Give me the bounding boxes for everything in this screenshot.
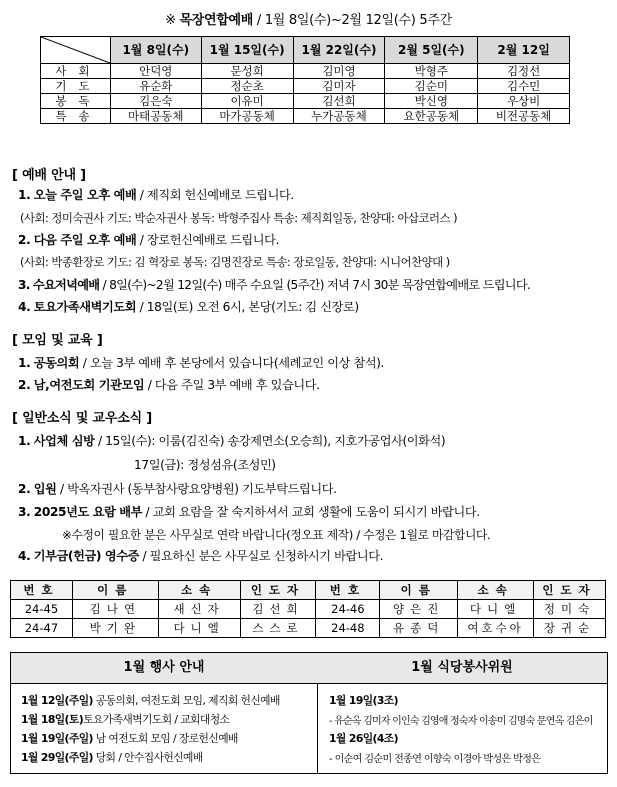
- news-item: 4. 기부금(헌금) 영수증 / 필요하신 분은 사무실로 신청하시기 바랍니다.: [18, 549, 384, 563]
- table-cell: 김은숙: [110, 94, 201, 109]
- table-cell: 24-46: [316, 600, 380, 619]
- table-cell: 박신영: [385, 94, 478, 109]
- table-cell: 비전공동체: [478, 109, 570, 124]
- event-item: 1월 18일(토)토요가족새벽기도회 / 교회대청소: [21, 713, 230, 726]
- volunteers-panel: [317, 653, 607, 773]
- table-cell: 이유미: [201, 94, 293, 109]
- page-title: [0, 9, 617, 28]
- table-row: [41, 94, 570, 109]
- table-cell: 문성희: [201, 64, 293, 79]
- table-cell: 김수민: [478, 79, 570, 94]
- column-header: 인도자: [534, 581, 606, 600]
- role-label: 봉독: [41, 94, 111, 109]
- table-cell: 정순초: [201, 79, 293, 94]
- table-cell: 김순미: [385, 79, 478, 94]
- volunteer-names: - 이순여 김순미 전종연 이향숙 이경아 박성은 박정은: [329, 754, 541, 765]
- table-cell: 장귀순: [534, 619, 606, 638]
- table-cell: 유순화: [110, 79, 201, 94]
- volunteers-title: 1월 식당봉사위원: [317, 653, 607, 684]
- table-cell: 마태공동체: [110, 109, 201, 124]
- table-cell: 김미영: [293, 64, 385, 79]
- column-header: 이름: [72, 581, 158, 600]
- role-label: 기도: [41, 79, 111, 94]
- table-cell: 24-45: [11, 600, 73, 619]
- meeting-item: 1. 공동의회 / 오늘 3부 예배 후 본당에서 있습니다(세례교인 이상 참석).: [18, 356, 385, 370]
- table-cell: 다니엘: [458, 600, 534, 619]
- event-item: 1월 29일(주일) 당회 / 안수집사헌신예배: [21, 751, 203, 764]
- column-header: 번호: [316, 581, 380, 600]
- table-cell: 스스로: [240, 619, 316, 638]
- event-item: 1월 19일(주일) 남 여전도회 모임 / 장로헌신예배: [21, 732, 238, 745]
- role-label: 사회: [41, 64, 111, 79]
- worship-note: (사회: 정미숙권사 기도: 박순자권사 봉독: 박형주집사 특송: 제직회일동, 찬양대: 아삽코러스 ): [20, 211, 458, 225]
- news-note: ※수정이 필요한 분은 사무실로 연락 바랍니다(정오표 제작) / 수정은 1월로 마감합니다.: [62, 528, 491, 542]
- table-row: [11, 600, 606, 619]
- table-corner: [41, 37, 111, 64]
- meeting-item: 2. 남,여전도회 기관모임 / 다음 주일 3부 예배 후 있습니다.: [18, 378, 320, 392]
- news-heading: [ 일반소식 및 교우소식 ]: [12, 411, 153, 426]
- role-label: 특송: [41, 109, 111, 124]
- table-cell: 누가공동체: [293, 109, 385, 124]
- date-header: 2월 5일(수): [385, 37, 478, 64]
- event-item: 1월 12일(주일) 공동의회, 여전도회 모임, 제직회 헌신예배: [21, 694, 280, 707]
- volunteer-date: 1월 26일(4조): [329, 732, 398, 745]
- column-header: 번호: [11, 581, 73, 600]
- worship-heading: [ 예배 안내 ]: [12, 168, 86, 183]
- table-cell: 김정선: [478, 64, 570, 79]
- table-row: [41, 109, 570, 124]
- table-cell: 양은진: [380, 600, 458, 619]
- title-rest: / 1월 8일(수)~2월 12일(수) 5주간: [256, 13, 452, 28]
- table-row: [41, 64, 570, 79]
- news-item: 3. 2025년도 요람 배부 / 교회 요람을 잘 숙지하셔서 교회 생활에 도움이 되시기 바랍니다.: [18, 505, 480, 519]
- table-cell: 김미자: [293, 79, 385, 94]
- volunteer-date: 1월 19일(3조): [329, 694, 398, 707]
- new-members-table: [10, 580, 606, 638]
- column-header: 소속: [158, 581, 240, 600]
- date-header: 1월 8일(수): [110, 37, 201, 64]
- news-item: 1. 사업체 심방 / 15일(수): 이룸(김진숙) 송강제면소(오승희), 지호가공업사(이화석): [18, 434, 446, 448]
- worship-item: 1. 오늘 주일 오후 예배 / 제직회 헌신예배로 드립니다.: [18, 188, 294, 202]
- news-item: 2. 입원 / 박옥자권사 (동부참사랑요양병원) 기도부탁드립니다.: [18, 482, 337, 496]
- table-cell: 김선희: [240, 600, 316, 619]
- events-panel: [11, 653, 318, 773]
- events-title: 1월 행사 안내: [11, 653, 317, 684]
- table-cell: 김선희: [293, 94, 385, 109]
- column-header: 소속: [458, 581, 534, 600]
- column-header: 이름: [380, 581, 458, 600]
- note-mark: ※: [165, 13, 176, 28]
- table-cell: 김나연: [72, 600, 158, 619]
- table-cell: 다니엘: [158, 619, 240, 638]
- table-cell: 안덕영: [110, 64, 201, 79]
- table-cell: 24-47: [11, 619, 73, 638]
- table-cell: 정미숙: [534, 600, 606, 619]
- worship-item: 4. 토요가족새벽기도회 / 18일(토) 오전 6시, 본당(기도: 김 신장로): [18, 300, 359, 314]
- table-cell: 우상비: [478, 94, 570, 109]
- table-cell: 24-48: [316, 619, 380, 638]
- events-box: [10, 652, 608, 774]
- worship-note: (사회: 박종환장로 기도: 김 혁장로 봉독: 김명진장로 특송: 장로일동, 찬양대: 시니어찬양대 ): [20, 255, 450, 269]
- worship-item: 3. 수요저녁예배 / 8일(수)~2월 12일(수) 매주 수요일 (5주간) 저녁 7시 30분 목장연합예배로 드립니다.: [18, 278, 531, 292]
- volunteer-names: - 유순옥 김미자 이인숙 김영애 정숙자 이송미 김명숙 문연옥 김은이: [329, 716, 593, 727]
- worship-item: 2. 다음 주일 오후 예배 / 장로헌신예배로 드립니다.: [18, 233, 280, 247]
- table-cell: 유종덕: [380, 619, 458, 638]
- table-row: [11, 619, 606, 638]
- table-cell: 마가공동체: [201, 109, 293, 124]
- table-cell: 박형주: [385, 64, 478, 79]
- worship-schedule-table: [40, 36, 570, 124]
- table-cell: 요한공동체: [385, 109, 478, 124]
- meeting-heading: [ 모임 및 교육 ]: [12, 333, 103, 348]
- date-header: 1월 22일(수): [293, 37, 385, 64]
- news-visit-line: 17일(금): 정성섬유(조성민): [134, 458, 276, 472]
- table-header-row: [11, 581, 606, 600]
- table-row: [41, 79, 570, 94]
- table-cell: 새신자: [158, 600, 240, 619]
- title-bold: 목장연합예배: [179, 13, 254, 28]
- date-header: 2월 12일: [478, 37, 570, 64]
- table-cell: 여호수아: [458, 619, 534, 638]
- table-cell: 박기완: [72, 619, 158, 638]
- date-header: 1월 15일(수): [201, 37, 293, 64]
- column-header: 인도자: [240, 581, 316, 600]
